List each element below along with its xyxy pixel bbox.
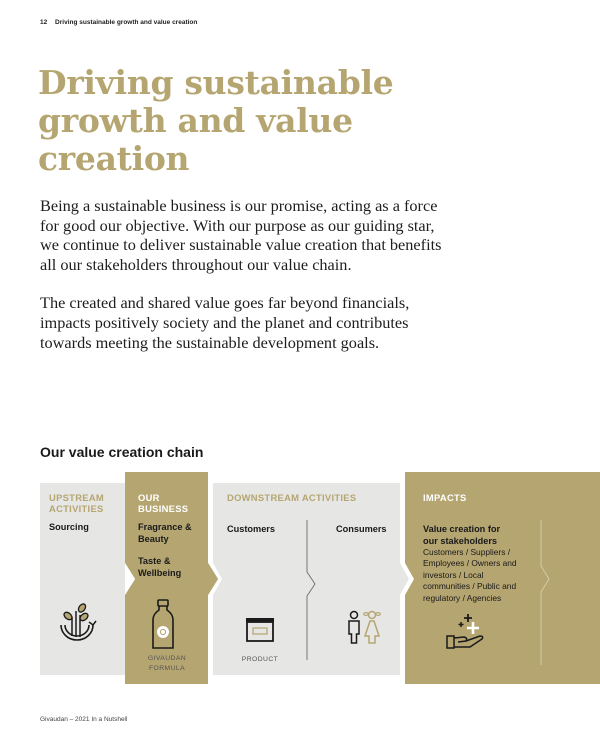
intro-paragraph-2: The created and shared value goes far beyond financials, impacts positively society and the planet and contributes towards meeting the sustainable development goals. xyxy=(40,293,410,352)
business-panel xyxy=(138,492,206,579)
sourcing-plant-icon xyxy=(55,603,101,645)
downstream-item-customers: Customers xyxy=(227,524,275,534)
page-number: 12 xyxy=(40,19,48,26)
impacts-heading: IMPACTS xyxy=(423,492,467,503)
intro-paragraph-1: Being a sustainable business is our promise, acting as a force for good our objective. With our purpose as our guiding star, we continue to deliver sustainable value creation that benefits all our stakeholders throughout our value chain. xyxy=(40,196,442,274)
product-box-icon xyxy=(245,617,275,643)
product-caption: PRODUCT xyxy=(241,656,279,663)
downstream-heading: DOWNSTREAM ACTIVITIES xyxy=(227,492,357,503)
business-item-fragrance: Fragrance & Beauty xyxy=(138,522,192,544)
stakeholder-list: Customers / Suppliers / Employees / Owners and investors / Local communities / Public and regulatory / Agencies xyxy=(423,547,517,603)
running-title: Driving sustainable growth and value creation xyxy=(55,19,198,26)
bottle-icon xyxy=(150,599,176,651)
givaudan-formula-caption: GIVAUDAN FORMULA xyxy=(147,655,187,672)
upstream-item-sourcing: Sourcing xyxy=(49,522,89,532)
upstream-panel xyxy=(49,492,124,534)
business-heading: OUR BUSINESS xyxy=(138,492,189,514)
chain-title: Our value creation chain xyxy=(40,444,204,460)
downstream-item-consumers: Consumers xyxy=(336,524,387,534)
impacts-stakeholders xyxy=(423,524,538,604)
people-icon xyxy=(346,610,382,646)
business-item-taste: Taste & Wellbeing xyxy=(138,556,182,578)
hand-giving-icon xyxy=(444,612,490,652)
footer: Givaudan – 2021 In a Nutshell xyxy=(40,716,128,723)
upstream-heading: UPSTREAM ACTIVITIES xyxy=(49,492,105,514)
impacts-bold-title: Value creation for our stakeholders xyxy=(423,524,501,546)
title-line-2: growth and value creation xyxy=(38,101,353,178)
title-line-1: Driving sustainable xyxy=(38,63,394,102)
